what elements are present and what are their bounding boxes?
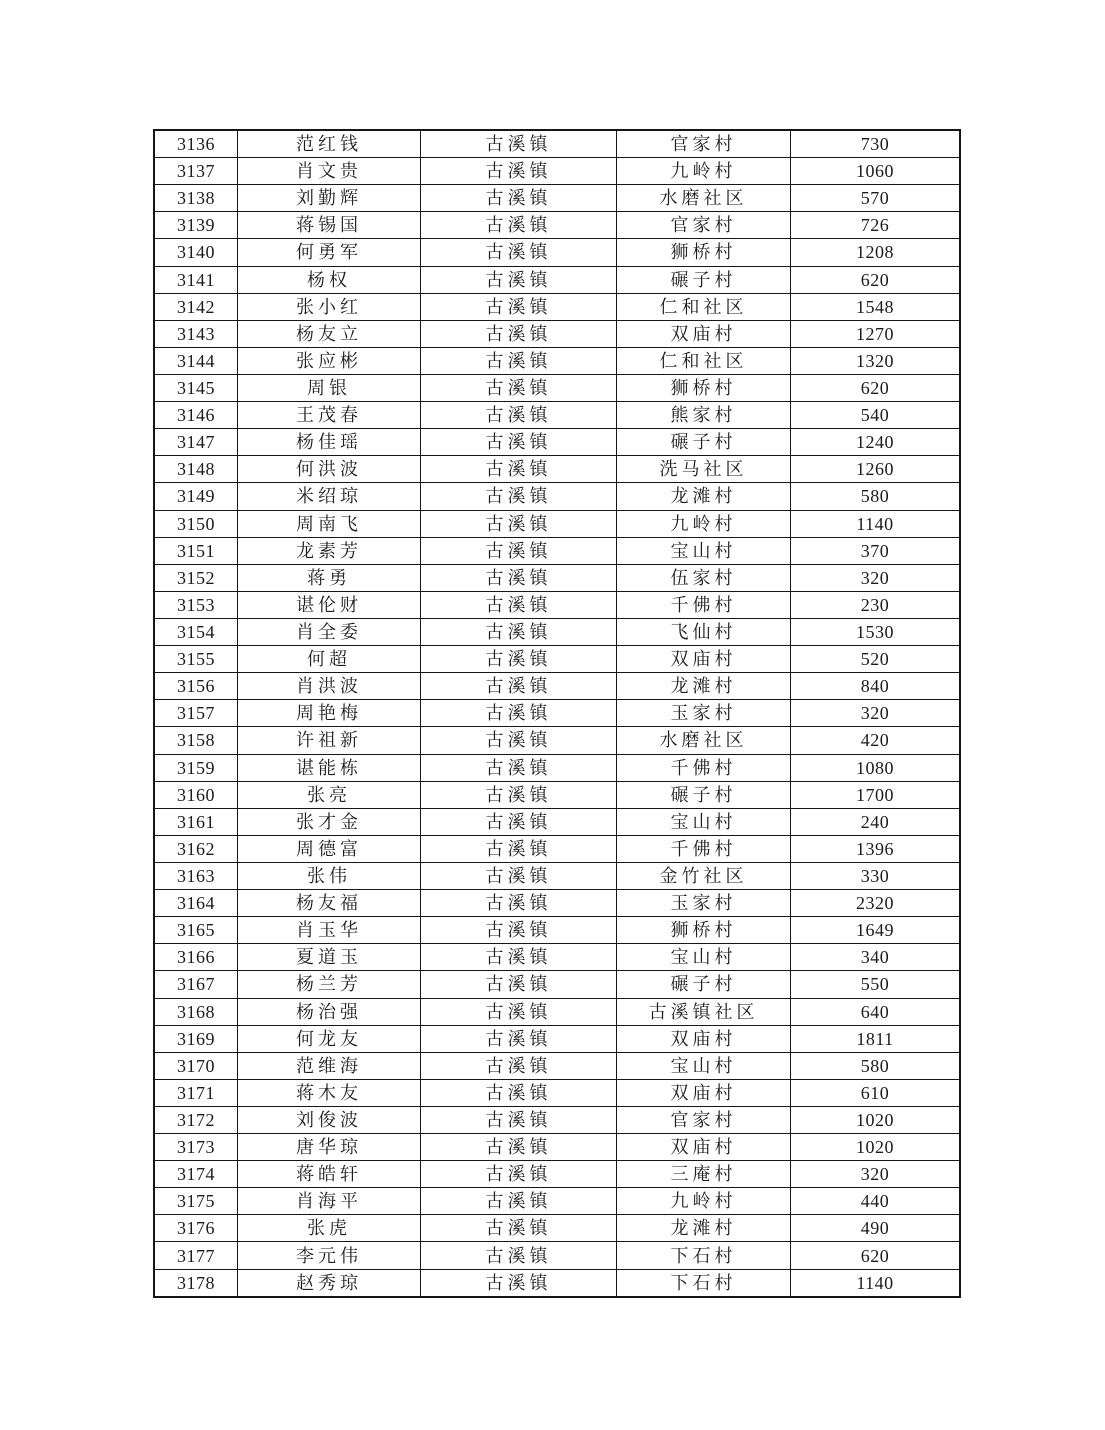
- cell-value: 1396: [791, 835, 961, 862]
- cell-name: 许祖新: [238, 727, 421, 754]
- cell-value: 1140: [791, 510, 961, 537]
- cell-value: 320: [791, 1161, 961, 1188]
- cell-name: 蒋勇: [238, 564, 421, 591]
- table-row: [154, 1134, 960, 1161]
- cell-town: 古溪镇: [421, 835, 617, 862]
- cell-name: 杨友福: [238, 890, 421, 917]
- cell-value: 2320: [791, 890, 961, 917]
- cell-id: 3178: [154, 1269, 238, 1297]
- cell-id: 3164: [154, 890, 238, 917]
- table-row: [154, 293, 960, 320]
- cell-id: 3177: [154, 1242, 238, 1269]
- cell-id: 3154: [154, 618, 238, 645]
- cell-village: 官家村: [617, 130, 791, 158]
- cell-id: 3143: [154, 320, 238, 347]
- cell-village: 九岭村: [617, 1188, 791, 1215]
- roster-table-container: [153, 129, 961, 1298]
- table-row: [154, 862, 960, 889]
- cell-name: 蒋木友: [238, 1079, 421, 1106]
- cell-town: 古溪镇: [421, 266, 617, 293]
- table-row: [154, 429, 960, 456]
- cell-value: 1649: [791, 917, 961, 944]
- cell-id: 3140: [154, 239, 238, 266]
- table-row: [154, 754, 960, 781]
- cell-value: 370: [791, 537, 961, 564]
- cell-town: 古溪镇: [421, 890, 617, 917]
- table-row: [154, 320, 960, 347]
- cell-id: 3162: [154, 835, 238, 862]
- cell-village: 仁和社区: [617, 293, 791, 320]
- table-row: [154, 998, 960, 1025]
- cell-name: 杨治强: [238, 998, 421, 1025]
- cell-name: 周银: [238, 374, 421, 401]
- cell-id: 3157: [154, 700, 238, 727]
- cell-value: 580: [791, 1052, 961, 1079]
- cell-town: 古溪镇: [421, 347, 617, 374]
- cell-name: 张虎: [238, 1215, 421, 1242]
- cell-id: 3168: [154, 998, 238, 1025]
- cell-value: 230: [791, 591, 961, 618]
- cell-village: 金竹社区: [617, 862, 791, 889]
- cell-town: 古溪镇: [421, 754, 617, 781]
- cell-town: 古溪镇: [421, 130, 617, 158]
- cell-value: 1020: [791, 1134, 961, 1161]
- cell-name: 张小红: [238, 293, 421, 320]
- cell-village: 宝山村: [617, 1052, 791, 1079]
- cell-id: 3136: [154, 130, 238, 158]
- cell-id: 3141: [154, 266, 238, 293]
- table-row: [154, 1106, 960, 1133]
- cell-village: 水磨社区: [617, 185, 791, 212]
- table-row: [154, 1025, 960, 1052]
- table-row: [154, 456, 960, 483]
- cell-id: 3166: [154, 944, 238, 971]
- table-row: [154, 564, 960, 591]
- cell-value: 440: [791, 1188, 961, 1215]
- cell-name: 何超: [238, 646, 421, 673]
- cell-village: 飞仙村: [617, 618, 791, 645]
- cell-value: 610: [791, 1079, 961, 1106]
- cell-town: 古溪镇: [421, 700, 617, 727]
- cell-id: 3150: [154, 510, 238, 537]
- cell-village: 龙滩村: [617, 1215, 791, 1242]
- cell-town: 古溪镇: [421, 781, 617, 808]
- table-row: [154, 212, 960, 239]
- cell-town: 古溪镇: [421, 1025, 617, 1052]
- cell-village: 碾子村: [617, 781, 791, 808]
- table-row: [154, 510, 960, 537]
- roster-table: [153, 129, 961, 1298]
- cell-value: 1060: [791, 158, 961, 185]
- cell-id: 3170: [154, 1052, 238, 1079]
- cell-value: 580: [791, 483, 961, 510]
- cell-town: 古溪镇: [421, 320, 617, 347]
- cell-value: 420: [791, 727, 961, 754]
- table-row: [154, 130, 960, 158]
- cell-town: 古溪镇: [421, 239, 617, 266]
- cell-id: 3147: [154, 429, 238, 456]
- cell-value: 730: [791, 130, 961, 158]
- cell-village: 狮桥村: [617, 917, 791, 944]
- cell-town: 古溪镇: [421, 1161, 617, 1188]
- cell-town: 古溪镇: [421, 510, 617, 537]
- table-row: [154, 1269, 960, 1297]
- cell-town: 古溪镇: [421, 862, 617, 889]
- cell-id: 3171: [154, 1079, 238, 1106]
- cell-value: 640: [791, 998, 961, 1025]
- cell-value: 726: [791, 212, 961, 239]
- cell-village: 碾子村: [617, 266, 791, 293]
- cell-value: 570: [791, 185, 961, 212]
- cell-name: 肖全委: [238, 618, 421, 645]
- cell-id: 3137: [154, 158, 238, 185]
- table-row: [154, 347, 960, 374]
- cell-id: 3149: [154, 483, 238, 510]
- cell-village: 双庙村: [617, 320, 791, 347]
- cell-town: 古溪镇: [421, 1134, 617, 1161]
- cell-town: 古溪镇: [421, 1079, 617, 1106]
- table-row: [154, 971, 960, 998]
- cell-village: 水磨社区: [617, 727, 791, 754]
- cell-name: 范维海: [238, 1052, 421, 1079]
- cell-value: 540: [791, 402, 961, 429]
- cell-name: 龙素芳: [238, 537, 421, 564]
- cell-town: 古溪镇: [421, 374, 617, 401]
- cell-village: 官家村: [617, 1106, 791, 1133]
- cell-name: 张才金: [238, 808, 421, 835]
- table-row: [154, 1161, 960, 1188]
- cell-town: 古溪镇: [421, 646, 617, 673]
- cell-id: 3144: [154, 347, 238, 374]
- cell-town: 古溪镇: [421, 429, 617, 456]
- table-row: [154, 673, 960, 700]
- cell-value: 840: [791, 673, 961, 700]
- cell-id: 3151: [154, 537, 238, 564]
- cell-id: 3165: [154, 917, 238, 944]
- cell-name: 张亮: [238, 781, 421, 808]
- cell-id: 3163: [154, 862, 238, 889]
- cell-village: 千佛村: [617, 591, 791, 618]
- table-row: [154, 1242, 960, 1269]
- cell-value: 520: [791, 646, 961, 673]
- cell-name: 肖海平: [238, 1188, 421, 1215]
- cell-village: 官家村: [617, 212, 791, 239]
- cell-id: 3172: [154, 1106, 238, 1133]
- cell-name: 赵秀琼: [238, 1269, 421, 1297]
- cell-value: 620: [791, 266, 961, 293]
- cell-id: 3146: [154, 402, 238, 429]
- cell-id: 3173: [154, 1134, 238, 1161]
- cell-town: 古溪镇: [421, 727, 617, 754]
- table-row: [154, 1188, 960, 1215]
- cell-value: 320: [791, 700, 961, 727]
- cell-value: 1548: [791, 293, 961, 320]
- cell-id: 3159: [154, 754, 238, 781]
- cell-town: 古溪镇: [421, 293, 617, 320]
- cell-name: 范红钱: [238, 130, 421, 158]
- cell-town: 古溪镇: [421, 483, 617, 510]
- cell-village: 宝山村: [617, 944, 791, 971]
- cell-village: 双庙村: [617, 1079, 791, 1106]
- table-row: [154, 700, 960, 727]
- table-row: [154, 1079, 960, 1106]
- cell-value: 620: [791, 374, 961, 401]
- cell-name: 周艳梅: [238, 700, 421, 727]
- cell-name: 米绍琼: [238, 483, 421, 510]
- cell-village: 下石村: [617, 1242, 791, 1269]
- table-row: [154, 727, 960, 754]
- cell-name: 肖洪波: [238, 673, 421, 700]
- cell-value: 1140: [791, 1269, 961, 1297]
- cell-village: 九岭村: [617, 510, 791, 537]
- table-row: [154, 835, 960, 862]
- cell-name: 张伟: [238, 862, 421, 889]
- cell-village: 碾子村: [617, 971, 791, 998]
- table-row: [154, 646, 960, 673]
- cell-id: 3139: [154, 212, 238, 239]
- cell-name: 肖文贵: [238, 158, 421, 185]
- cell-name: 杨佳瑶: [238, 429, 421, 456]
- cell-id: 3158: [154, 727, 238, 754]
- cell-town: 古溪镇: [421, 456, 617, 483]
- cell-id: 3174: [154, 1161, 238, 1188]
- cell-id: 3156: [154, 673, 238, 700]
- table-row: [154, 618, 960, 645]
- table-row: [154, 944, 960, 971]
- cell-id: 3153: [154, 591, 238, 618]
- cell-value: 1240: [791, 429, 961, 456]
- cell-village: 千佛村: [617, 835, 791, 862]
- cell-value: 1080: [791, 754, 961, 781]
- cell-value: 1320: [791, 347, 961, 374]
- cell-village: 双庙村: [617, 1025, 791, 1052]
- cell-id: 3152: [154, 564, 238, 591]
- cell-id: 3155: [154, 646, 238, 673]
- cell-value: 1260: [791, 456, 961, 483]
- cell-town: 古溪镇: [421, 591, 617, 618]
- table-row: [154, 1215, 960, 1242]
- table-row: [154, 1052, 960, 1079]
- cell-name: 何勇军: [238, 239, 421, 266]
- cell-id: 3161: [154, 808, 238, 835]
- cell-name: 何龙友: [238, 1025, 421, 1052]
- cell-village: 三庵村: [617, 1161, 791, 1188]
- table-row: [154, 239, 960, 266]
- cell-name: 杨兰芳: [238, 971, 421, 998]
- cell-value: 620: [791, 1242, 961, 1269]
- cell-town: 古溪镇: [421, 564, 617, 591]
- cell-village: 下石村: [617, 1269, 791, 1297]
- cell-town: 古溪镇: [421, 1188, 617, 1215]
- cell-name: 张应彬: [238, 347, 421, 374]
- roster-table-body: [154, 130, 960, 1297]
- cell-town: 古溪镇: [421, 917, 617, 944]
- table-row: [154, 185, 960, 212]
- cell-name: 唐华琼: [238, 1134, 421, 1161]
- cell-village: 狮桥村: [617, 374, 791, 401]
- cell-village: 玉家村: [617, 700, 791, 727]
- cell-value: 330: [791, 862, 961, 889]
- cell-town: 古溪镇: [421, 971, 617, 998]
- table-row: [154, 374, 960, 401]
- cell-name: 杨友立: [238, 320, 421, 347]
- cell-value: 320: [791, 564, 961, 591]
- cell-village: 龙滩村: [617, 483, 791, 510]
- cell-town: 古溪镇: [421, 402, 617, 429]
- cell-name: 谌能栋: [238, 754, 421, 781]
- cell-village: 九岭村: [617, 158, 791, 185]
- cell-value: 1530: [791, 618, 961, 645]
- table-row: [154, 402, 960, 429]
- cell-value: 550: [791, 971, 961, 998]
- cell-town: 古溪镇: [421, 1106, 617, 1133]
- cell-id: 3142: [154, 293, 238, 320]
- cell-village: 双庙村: [617, 646, 791, 673]
- cell-id: 3145: [154, 374, 238, 401]
- cell-town: 古溪镇: [421, 1052, 617, 1079]
- cell-value: 340: [791, 944, 961, 971]
- cell-village: 洗马社区: [617, 456, 791, 483]
- cell-name: 蒋皓轩: [238, 1161, 421, 1188]
- cell-village: 伍家村: [617, 564, 791, 591]
- cell-town: 古溪镇: [421, 537, 617, 564]
- cell-value: 1020: [791, 1106, 961, 1133]
- cell-name: 肖玉华: [238, 917, 421, 944]
- cell-village: 千佛村: [617, 754, 791, 781]
- cell-name: 周南飞: [238, 510, 421, 537]
- cell-name: 刘俊波: [238, 1106, 421, 1133]
- cell-name: 李元伟: [238, 1242, 421, 1269]
- cell-value: 1270: [791, 320, 961, 347]
- cell-village: 宝山村: [617, 808, 791, 835]
- cell-village: 玉家村: [617, 890, 791, 917]
- cell-town: 古溪镇: [421, 185, 617, 212]
- cell-id: 3176: [154, 1215, 238, 1242]
- cell-name: 周德富: [238, 835, 421, 862]
- cell-id: 3167: [154, 971, 238, 998]
- cell-id: 3169: [154, 1025, 238, 1052]
- cell-village: 龙滩村: [617, 673, 791, 700]
- cell-town: 古溪镇: [421, 618, 617, 645]
- cell-value: 1811: [791, 1025, 961, 1052]
- cell-village: 碾子村: [617, 429, 791, 456]
- cell-value: 1700: [791, 781, 961, 808]
- cell-village: 狮桥村: [617, 239, 791, 266]
- cell-village: 古溪镇社区: [617, 998, 791, 1025]
- cell-id: 3160: [154, 781, 238, 808]
- table-row: [154, 537, 960, 564]
- cell-town: 古溪镇: [421, 1215, 617, 1242]
- cell-value: 240: [791, 808, 961, 835]
- cell-name: 蒋锡国: [238, 212, 421, 239]
- cell-town: 古溪镇: [421, 998, 617, 1025]
- cell-id: 3175: [154, 1188, 238, 1215]
- cell-village: 熊家村: [617, 402, 791, 429]
- cell-id: 3148: [154, 456, 238, 483]
- table-row: [154, 781, 960, 808]
- cell-town: 古溪镇: [421, 1242, 617, 1269]
- table-row: [154, 483, 960, 510]
- cell-town: 古溪镇: [421, 158, 617, 185]
- cell-name: 谌伦财: [238, 591, 421, 618]
- cell-village: 仁和社区: [617, 347, 791, 374]
- cell-name: 何洪波: [238, 456, 421, 483]
- cell-name: 杨权: [238, 266, 421, 293]
- cell-town: 古溪镇: [421, 808, 617, 835]
- table-row: [154, 591, 960, 618]
- cell-value: 490: [791, 1215, 961, 1242]
- cell-town: 古溪镇: [421, 944, 617, 971]
- cell-name: 夏道玉: [238, 944, 421, 971]
- cell-town: 古溪镇: [421, 1269, 617, 1297]
- table-row: [154, 158, 960, 185]
- table-row: [154, 808, 960, 835]
- table-row: [154, 266, 960, 293]
- cell-village: 双庙村: [617, 1134, 791, 1161]
- cell-value: 1208: [791, 239, 961, 266]
- cell-id: 3138: [154, 185, 238, 212]
- table-row: [154, 890, 960, 917]
- cell-town: 古溪镇: [421, 212, 617, 239]
- cell-village: 宝山村: [617, 537, 791, 564]
- cell-town: 古溪镇: [421, 673, 617, 700]
- table-row: [154, 917, 960, 944]
- cell-name: 王茂春: [238, 402, 421, 429]
- cell-name: 刘勤辉: [238, 185, 421, 212]
